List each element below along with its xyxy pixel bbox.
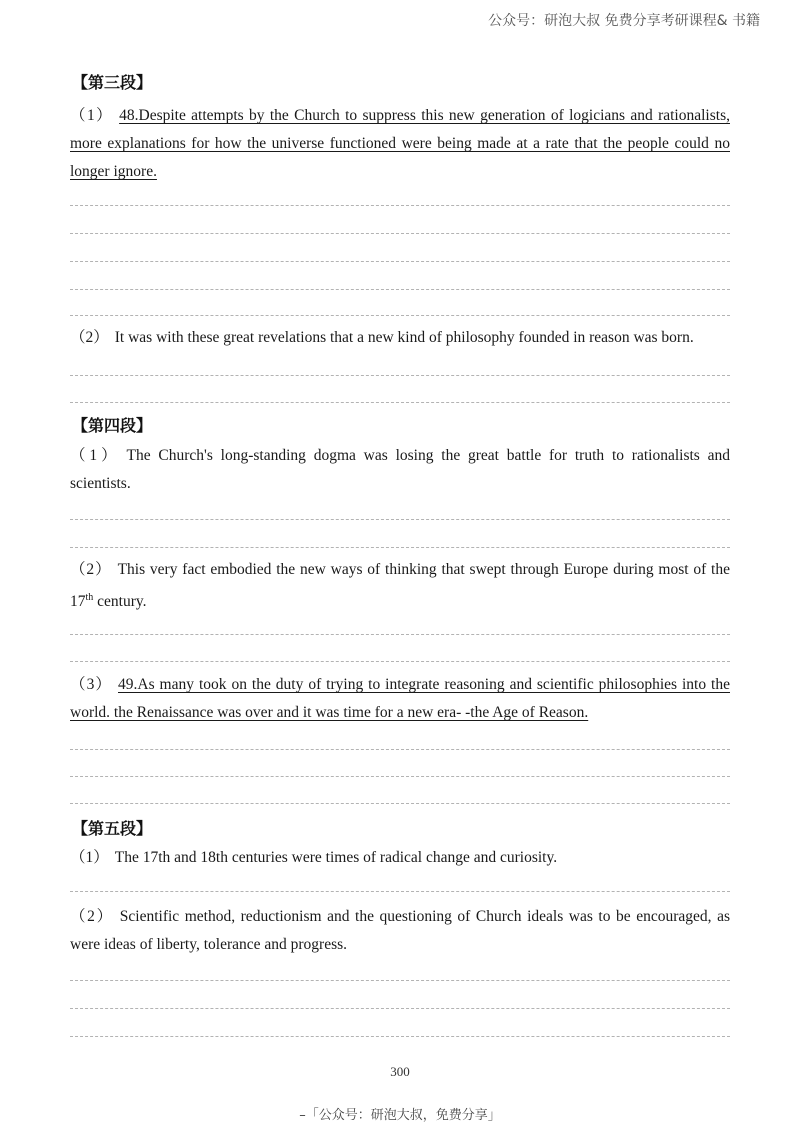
- answer-line: [70, 634, 730, 635]
- footer-watermark: –「公众号：研泡大叔，免费分享」: [299, 1108, 501, 1123]
- paragraph-3-1: [70, 102, 730, 186]
- answer-line: [70, 289, 730, 290]
- answer-line: [70, 547, 730, 548]
- paragraph-number: （3）: [70, 676, 112, 693]
- paragraph-number: （1）: [70, 447, 121, 464]
- paragraph-number: （1）: [70, 849, 109, 866]
- answer-line: [70, 980, 730, 981]
- sentence-text-end: century.: [93, 593, 147, 611]
- paragraph-number: （2）: [70, 908, 114, 925]
- answer-line: [70, 1036, 730, 1037]
- answer-line: [70, 803, 730, 804]
- sentence-text: The 17th and 18th centuries were times of radical change and curiosity.: [114, 849, 558, 866]
- underlined-sentence: 49.As many took on the duty of trying to integrate reasoning and scientific philosophies into the world. the Renaissance was over and it was time for a new era- -the Age of Reason.: [70, 676, 730, 721]
- paragraph-3-2: [70, 324, 730, 352]
- answer-line: [70, 519, 730, 520]
- paragraph-number: （2）: [70, 561, 112, 578]
- paragraph-number: （1）: [70, 107, 114, 124]
- superscript: th: [85, 592, 94, 603]
- paragraph-5-1: [70, 844, 730, 872]
- answer-line: [70, 661, 730, 662]
- header-watermark: 公众号：研泡大叔 免费分享考研课程& 书籍: [488, 13, 760, 29]
- section-heading-3: 【第三段】: [72, 73, 153, 92]
- sentence-text: This very fact embodied the new ways of thinking that swept through Europe during most of the 17: [70, 561, 730, 611]
- answer-line: [70, 1008, 730, 1009]
- sentence-text: The Church's long-standing dogma was losing the great battle for truth to rationalists and scientists.: [70, 447, 730, 492]
- paragraph-4-2: [70, 556, 730, 616]
- section-heading-5: 【第五段】: [72, 819, 153, 838]
- answer-line: [70, 776, 730, 777]
- answer-line: [70, 402, 730, 403]
- paragraph-4-3: [70, 671, 730, 727]
- sentence-text: It was with these great revelations that a new kind of philosophy founded in reason was born.: [114, 329, 694, 346]
- section-heading-4: 【第四段】: [72, 416, 153, 435]
- underlined-sentence: 48.Despite attempts by the Church to suppress this new generation of logicians and rationalists, more explanations for how the universe functioned were being made at a rate that the people could no longer ignore.: [70, 107, 730, 180]
- answer-line: [70, 749, 730, 750]
- answer-line: [70, 261, 730, 262]
- paragraph-4-1: [70, 442, 730, 498]
- answer-line: [70, 375, 730, 376]
- page-number: 300: [390, 1064, 410, 1079]
- paragraph-5-2: [70, 903, 730, 959]
- paragraph-number: （2）: [70, 329, 109, 346]
- sentence-text: Scientific method, reductionism and the questioning of Church ideals was to be encouraged, as were ideas of liberty, tolerance and progress.: [70, 908, 730, 953]
- answer-line: [70, 891, 730, 892]
- answer-line: [70, 205, 730, 206]
- answer-line: [70, 233, 730, 234]
- answer-line: [70, 315, 730, 316]
